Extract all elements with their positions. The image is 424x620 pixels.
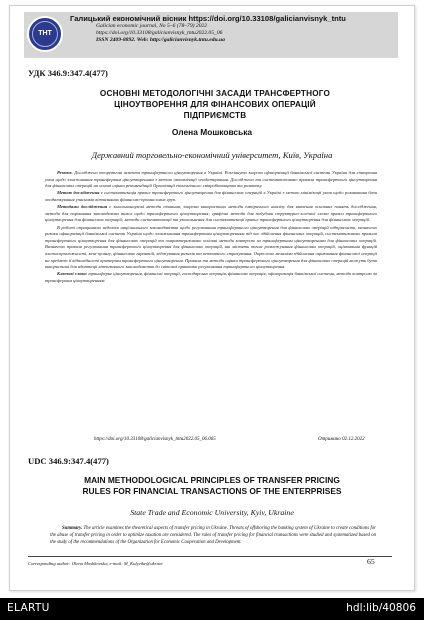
- received-date: Отримано 02.12.2022: [318, 437, 365, 442]
- article-title-en: [32, 475, 392, 497]
- keywords-text: трансферне ціноутворення, фінансові операції, господарська операція, фінансова операція, офшоризація банківської системи, методи контролю за трансферним ціноутворенням.: [45, 271, 377, 283]
- page-number: 65: [367, 557, 375, 566]
- journal-doi: https://doi.org/10.33108/galicianvisnyk_tntu2022.05_06: [96, 30, 223, 36]
- viewer-footer-bar: [0, 598, 424, 620]
- purpose-text: є систематизація правил трансфертного ціноутворення для фінансових операцій в Україні з метою мінімізації умов щодо розмивання бази оподаткування учасників вітчизняних фінансово-промислових груп.: [45, 190, 377, 202]
- journal-issue: Galician economic journal, No 5–6 (78–79) 2022: [96, 23, 208, 29]
- summary-label: Summary.: [62, 526, 83, 531]
- abstract-uk: [45, 170, 377, 285]
- repository-name: ELARTU: [7, 602, 50, 614]
- abstract-text: Досліджено теоретичні аспекти трансфертного ціноутворення в Україні. Розглянуто загрози офшоризації банківської системи України для створення умов щодо зловживання трансферним ціноутворенням з метою оптимізації оподаткування. Досліджено та систематизовано правила трансфертного ціноутворення для фінансових операцій на основі оцінки рекомендацій Організації економічного співробітництва та розвитку.: [45, 170, 377, 189]
- corresponding-author: Corresponding author: Olena Moshkovska; e-mail: M_Kulyeike@ukr.net: [28, 561, 163, 566]
- summary-en: [50, 525, 376, 546]
- title-en-line-1: MAIN METHODOLOGICAL PRINCIPLES OF TRANSFER PRICING: [84, 475, 340, 485]
- purpose-label: Метою дослідження: [57, 190, 100, 196]
- affiliation-en: State Trade and Economic University, Kyiv, Ukraine: [130, 508, 294, 517]
- affiliation-uk: Державний торговельно-економічний університет, Київ, Україна: [91, 150, 333, 160]
- university-logo: [27, 16, 63, 52]
- udk-code-uk: УДК 346.9:347.4(477): [28, 68, 108, 78]
- summary-text: The article examines the theoretical aspects of transfer pricing in Ukraine. Threats of offshoring the banking system of Ukraine to create conditions for the abuse of transfer pricing in order to optimize taxation are considered. The rules of transfer pricing for financial transactions were studied and systematized based on the study of the recommendations of the Organization for Economic Cooperation and Development.: [50, 526, 376, 545]
- abstract-paragraph: [45, 170, 377, 190]
- abstract-paragraph: [45, 190, 377, 203]
- author-name: Олена Мошковська: [171, 127, 253, 137]
- journal-issn-text: ISSN 2409-8892. Web: http://galicianvisnyk.tntu.edu.ua: [96, 37, 225, 43]
- title-uk-line-3: ПІДПРИЄМСТВ: [183, 111, 247, 120]
- abstract-paragraph: [45, 204, 377, 224]
- abstract-paragraph: В роботі опрацьовано недоліки національного законодавства щодо регулювання трансфертного ціноутворення для фінансових операцій підприємств, визначено ризики офшоризації банківської системи України щодо зловживання трансфертним ціноутворенням під час здійснення фінансових операцій, систематизовано правила трансфертного ціноутворення для фінансових операцій та охарактеризовано основні методи контролю за трансфертним ціноутворенням для фінансових операцій. Визначено правила регулювання трансфертного ціноутворення для фінансових операцій, які містять точне розмежування фінансових операцій, оцінювання функцій платоспроможності, кеш-пулінгу, фінансових гарантій, хеджування ризиків та кептивного страхування. Окреслено механізм здійснення оцінювання фінансової операції на предмет її відповідності критеріям трансфертного ціноутворення. Правила та методи оцінки трансфертного ціноутворення для фінансових операцій можуть бути використані для адаптації вітчизняного законодавства до світової практики регулювання трансфертного ціноутворення.: [45, 224, 377, 270]
- journal-header-text: [70, 14, 370, 44]
- keywords-label: Ключові слова:: [57, 271, 88, 277]
- title-uk-line-1: ОСНОВНІ МЕТОДОЛОГІЧНІ ЗАСАДИ ТРАНСФЕРТНОГО: [99, 89, 331, 98]
- abstract-label: Резюме.: [57, 170, 73, 175]
- title-en-line-2: RULES FOR FINANCIAL TRANSACTIONS OF THE ENTERPRISES: [82, 486, 342, 496]
- footnote-divider: [28, 556, 392, 557]
- journal-issn: [96, 37, 370, 44]
- title-uk-line-2: ЦІНОУТВОРЕННЯ ДЛЯ ФІНАНСОВИХ ОПЕРАЦІЙ: [114, 100, 316, 109]
- article-title-uk: [40, 88, 390, 121]
- methods-label: Методами дослідження: [57, 204, 108, 210]
- logo-text: ТНТ: [38, 30, 52, 37]
- article-doi: https://doi.org/10.33108/galicianvisnyk_tntu2022.05_06.065: [94, 437, 216, 442]
- handle-id: hdl:lib/40806: [346, 602, 416, 614]
- keywords: [45, 271, 377, 284]
- methods-text: є загальнонаукові методи пізнання, зокрема використано методи емпіричного аналізу для вивчення основних понять дослідження, методи для порівняння законодавчих вимог щодо трансфертного ціноутворення; графічні методи для побудови структурно-логічної схеми правил трансфертного ціноутворення для фінансових операцій; методи систематизації та узагальнення для систематизації правил трансфертного ціноутворення для фінансових операцій.: [45, 204, 377, 223]
- journal-title: Галицький економічний вісник https://doi.org/10.33108/galicianvisnyk_tntu: [70, 14, 346, 23]
- udk-code-en: UDC 346.9:347.4(477): [28, 456, 109, 466]
